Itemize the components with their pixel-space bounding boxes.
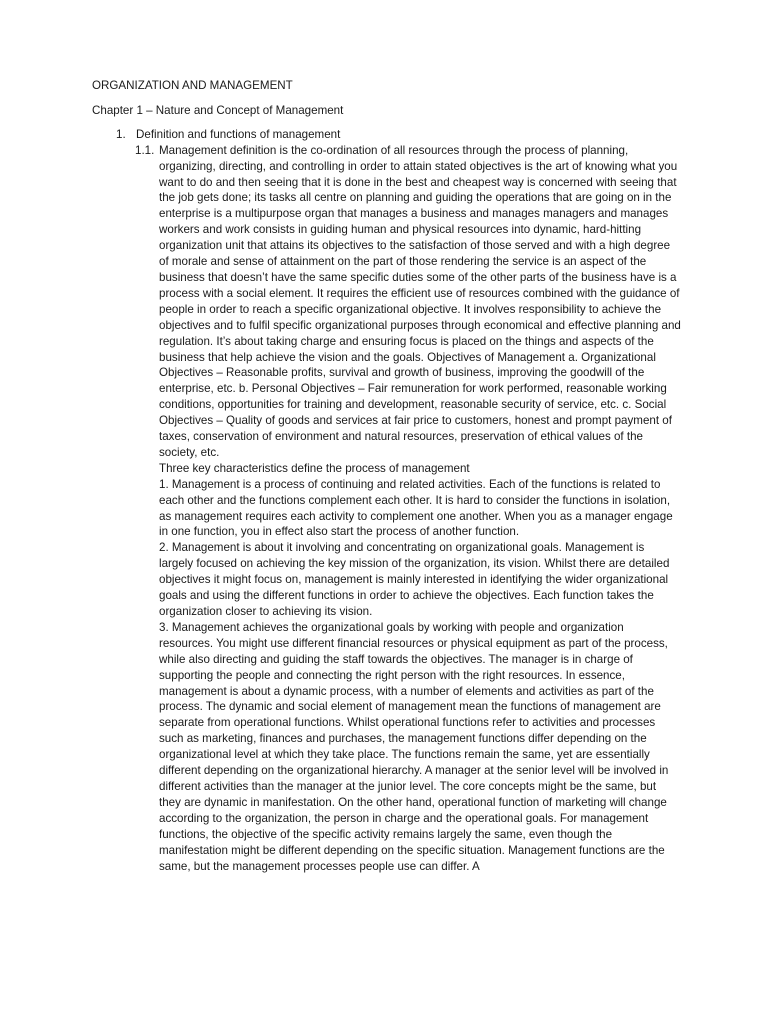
subsection-number: 1.1. bbox=[135, 143, 155, 157]
section-number: 1. bbox=[116, 127, 126, 141]
document-title: ORGANIZATION AND MANAGEMENT bbox=[92, 79, 293, 92]
paragraph-definition: Management definition is the co-ordination of all resources through the process of planning, organizing, directing, and controlling in order to attain stated objectives is the art of knowing what you want to do and then seeing that it is done in the best and cheapest way is concerned with seeing that the job gets done; its tasks all centre on planning and guiding the operations that are going on in the enterprise is a multipurpose organ that manages a business and manages managers and manages workers and work consists in guiding human and physical resources into dynamic, hard-hitting organization unit that attains its objectives to the satisfaction of those served and with a high degree of morale and sense of attainment on the part of those rendering the service is an aspect of the business that doesn’t have the same specific duties some of the other parts of the business have is a process with a social element. It requires the efficient use of resources combined with the guidance of people in order to reach a specific organizational objective. It involves responsibility to achieve the objectives and to fulfil specific organizational purposes through economical and effective planning and regulation. It’s about taking charge and ensuring focus is placed on the things and aspects of the business that help achieve the vision and the goals. Objectives of Management a. Organizational Objectives – Reasonable profits, survival and growth of business, improving the goodwill of the enterprise, etc. b. Personal Objectives – Fair remuneration for work performed, reasonable working conditions, opportunities for training and development, reasonable security of service, etc. c. Social Objectives – Quality of goods and services at fair price to customers, honest and prompt payment of taxes, conservation of environment and natural resources, preservation of ethical values of the society, etc. bbox=[159, 143, 681, 459]
paragraph-characteristic-2: 2. Management is about it involving and concentrating on organizational goals. Management is largely focused on achieving the key mission of the organization, its vision. Whilst there are detailed objectives it might focus on, management is mainly interested in identifying the wider organizational goals and using the different functions in order to achieve the objectives. Each function takes the organization closer to achieving its vision. bbox=[159, 541, 670, 618]
chapter-title: Chapter 1 – Nature and Concept of Management bbox=[92, 103, 344, 117]
section-heading-text: Definition and functions of management bbox=[136, 127, 341, 141]
paragraph-characteristics-intro: Three key characteristics define the process of management bbox=[159, 461, 470, 475]
section-heading bbox=[116, 127, 676, 143]
paragraph-characteristic-1: 1. Management is a process of continuing and related activities. Each of the functions is related to each other and the functions complement each other. It is hard to consider the functions in isolation, as management requires each activity to complement one another. When you as a manager engage in one function, you in effect also start the process of another function. bbox=[159, 477, 673, 539]
subsection-body bbox=[135, 143, 681, 875]
paragraph-characteristic-3: 3. Management achieves the organizational goals by working with people and organization resources. You might use different financial resources or physical equipment as part of the process, while also directing and guiding the staff towards the objectives. The manager is in charge of supporting the people and connecting the right person with the right resources. In essence, management is about a dynamic process, with a number of elements and activities as part of the process. The dynamic and social element of management mean the functions of management are separate from operational functions. Whilst operational functions refer to activities and processes such as marketing, finances and purchases, the management functions differ depending on the organizational level at which they take place. The functions remain the same, yet are essentially different depending on the organizational hierarchy. A manager at the senior level will be involved in different activities than the manager at the junior level. The core concepts might be the same, but they are dynamic in manifestation. On the other hand, operational function of marketing will change according to the organization, the person in charge and the operational goals. For management functions, the objective of the specific activity remains largely the same, even though the manifestation might be different depending on the specific situation. Management functions are the same, but the management processes people use can differ. A bbox=[159, 620, 669, 873]
